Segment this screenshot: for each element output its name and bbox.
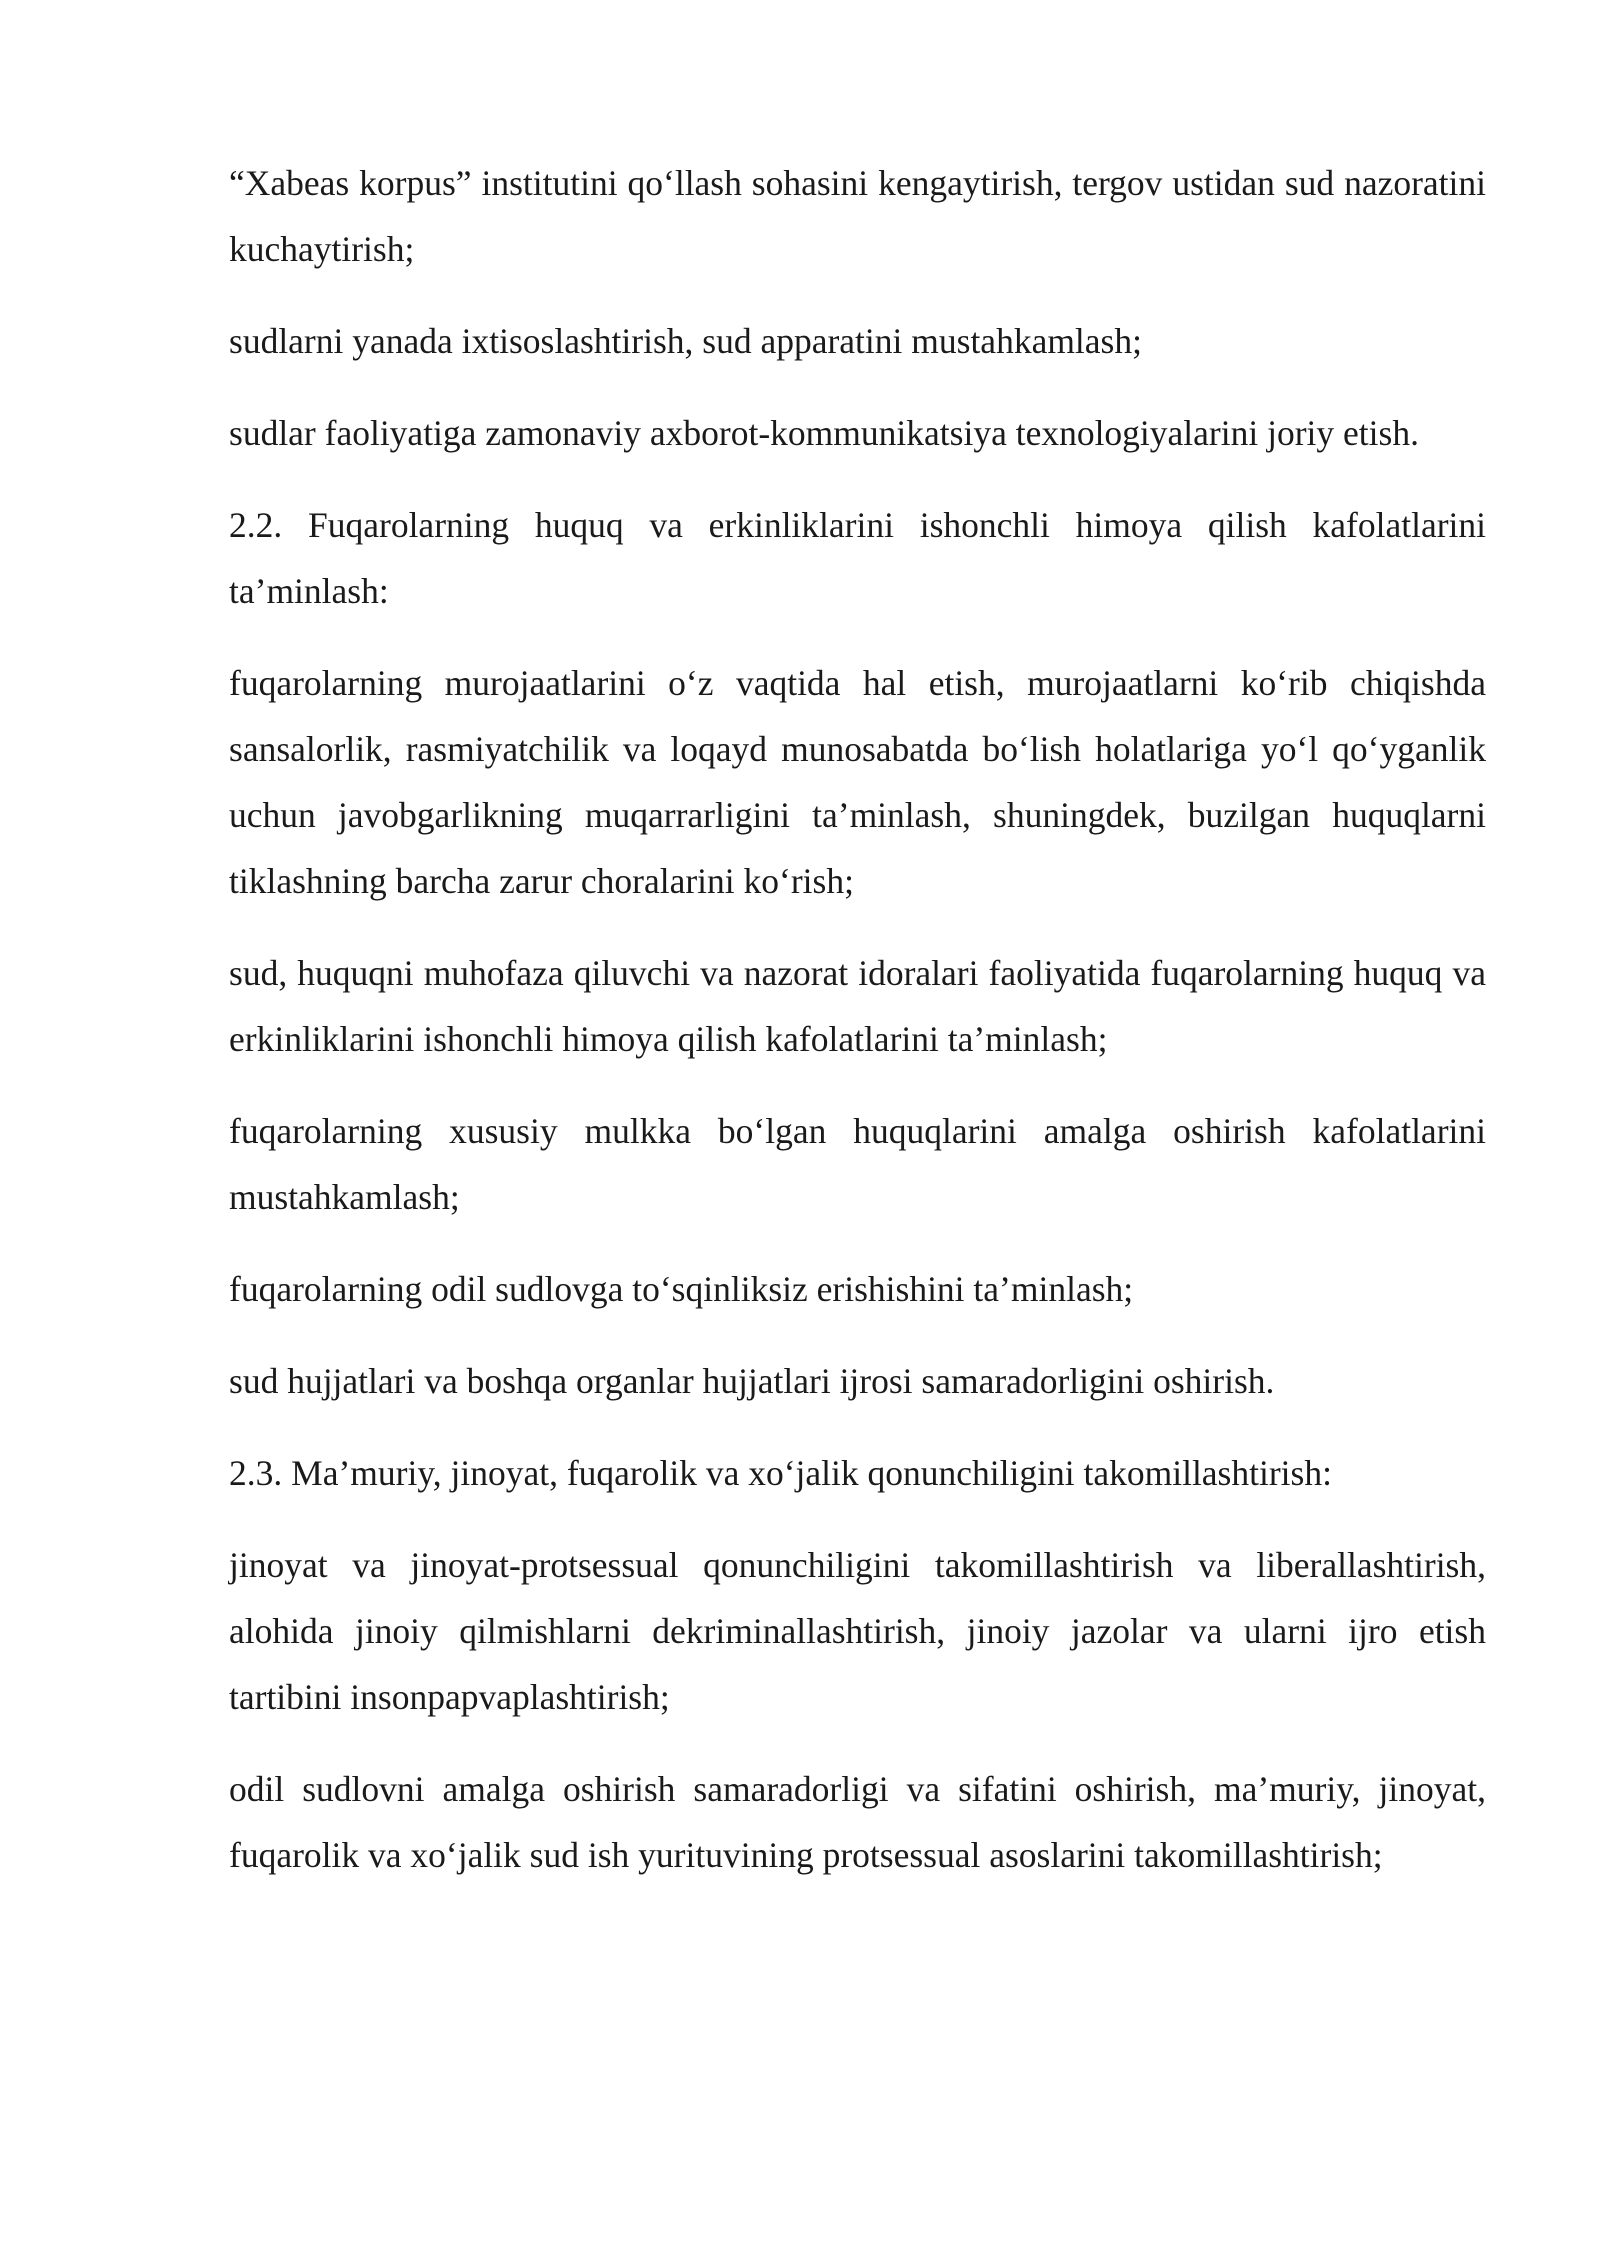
section-heading-2-2: 2.2. Fuqarolarning huquq va erkinliklarini ishonchli himoya qilish kafolatlarini ta’minlash: — [229, 505, 1486, 611]
paragraph-private-property-rights: fuqarolarning xususiy mulkka bo‘lgan huquqlarini amalga oshirish kafolatlarini mustahkamlash; — [229, 1111, 1486, 1217]
paragraph-court-specialization: sudlarni yanada ixtisoslashtirish, sud apparatini mustahkamlash; — [229, 321, 1142, 361]
paragraph-criminal-law-liberalization: jinoyat va jinoyat-protsessual qonunchiligini takomillashtirish va liberallashtirish, alohida jinoiy qilmishlarni dekriminallashtirish, jinoiy jazolar va ularni ijro etish tartibini insonpapvaplashtirish; — [229, 1545, 1486, 1717]
paragraph-citizen-appeals: fuqarolarning murojaatlarini o‘z vaqtida hal etish, murojaatlarni ko‘rib chiqishda sansalorlik, rasmiyatchilik va loqayd munosabatda bo‘lish holatlariga yo‘l qo‘yganlik uchun javobgarlikning muqarrarligini ta’minlash, shuningdek, buzilgan huquqlarni tiklashning barcha zarur choralarini ko‘rish; — [229, 663, 1486, 901]
paragraph-procedural-foundations: odil sudlovni amalga oshirish samaradorligi va sifatini oshirish, ma’muriy, jinoyat, fuqarolik va xo‘jalik sud ish yurituvining protsessual asoslarini takomillashtirish; — [229, 1769, 1486, 1875]
document-body — [229, 150, 1486, 1914]
paragraph-enforcement-efficiency: sud hujjatlari va boshqa organlar hujjatlari ijrosi samaradorligini oshirish. — [229, 1361, 1275, 1401]
paragraph-ict-introduction: sudlar faoliyatiga zamonaviy axborot-kommunikatsiya texnologiyalarini joriy etish. — [229, 413, 1419, 453]
paragraph-habeas-corpus: “Xabeas korpus” institutini qo‘llash sohasini kengaytirish, tergov ustidan sud nazoratini kuchaytirish; — [229, 163, 1486, 269]
paragraph-access-to-justice: fuqarolarning odil sudlovga to‘sqinliksiz erishishini ta’minlash; — [229, 1269, 1134, 1309]
paragraph-law-enforcement-guarantees: sud, huquqni muhofaza qiluvchi va nazorat idoralari faoliyatida fuqarolarning huquq va erkinliklarini ishonchli himoya qilish kafolatlarini ta’minlash; — [229, 953, 1486, 1059]
section-heading-2-3: 2.3. Ma’muriy, jinoyat, fuqarolik va xo‘jalik qonunchiligini takomillashtirish: — [229, 1453, 1332, 1493]
